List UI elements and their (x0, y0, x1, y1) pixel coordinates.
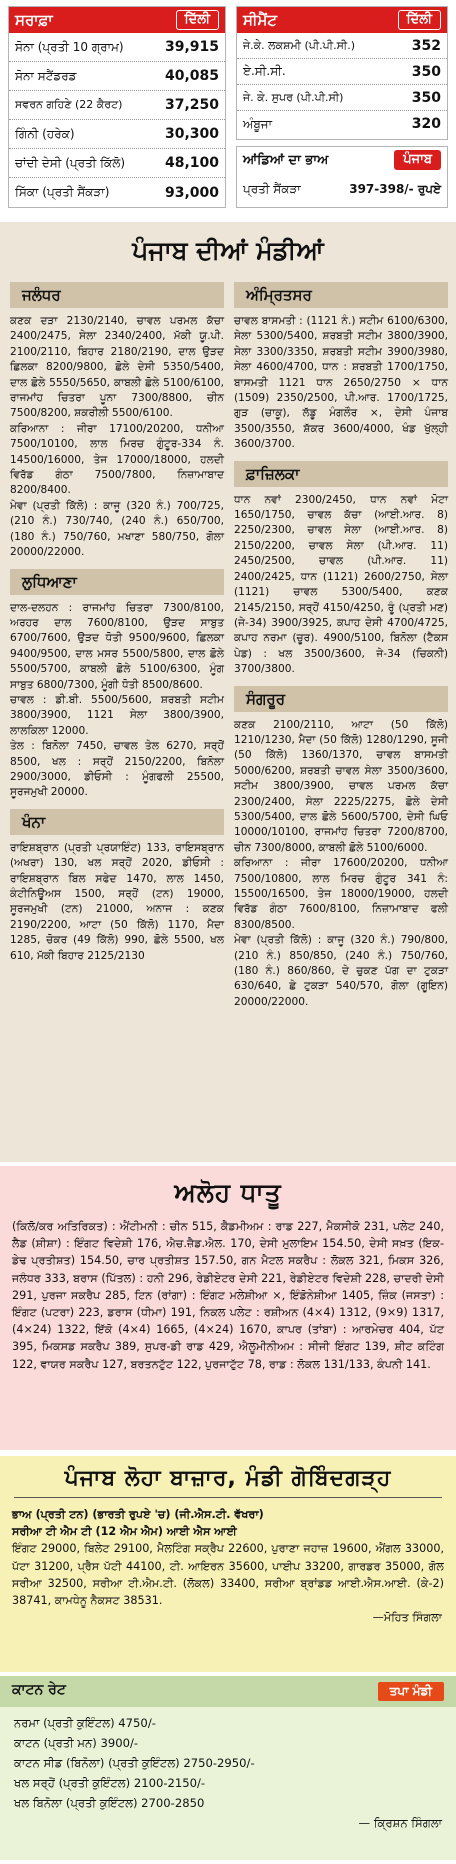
bullion-row (9, 91, 225, 120)
cotton-rate-line: ਖਲ ਬਿਨੋਲਾ (ਪ੍ਰਤੀ ਕੁਇੰਟਲ) 2700-2850 (14, 1796, 205, 1810)
rate-item: ਪ੍ਰਤੀ ਸੈਂਕੜਾ (243, 181, 301, 196)
rate-item: ਜੇ. ਕੇ. ਸੁਪਰ (ਪੀ.ਪੀ.ਸੀ) (243, 90, 344, 104)
cement-rows (237, 33, 447, 137)
bullion-box (8, 6, 226, 208)
cotton-rate-list (0, 1707, 456, 1833)
egg-box (236, 146, 448, 208)
egg-row (237, 173, 447, 205)
cotton-rate-line: ਕਾਟਨ (ਪ੍ਰਤੀ ਮਨ) 3900/- (14, 1736, 139, 1750)
rate-value: 350 (411, 89, 441, 106)
egg-rows (237, 173, 447, 205)
steel-byline: —ਮੋਹਿਤ ਸਿੰਗਲਾ (372, 1611, 442, 1625)
bullion-row (9, 120, 225, 149)
ludhiana-rates: ਦਾਲ-ਦਲਹਨ : ਰਾਜਮਾਂਹ ਚਿਤਰਾ 7300/8100, ਅਰਹਰ ਦਾਲ 7600/8100, ਉੜਦ ਸਾਬੁਤ 6700/7600, ਉੜਦ ਧੋਤੀ 9500/9600, ਛਿਲਕਾ 9400/9500, ਦਾਲ ਮਸਰ 5500/5800, ਦਾਲ ਛੋਲੇ 5500/5700, ਕਾਬਲੀ ਛੋਲੇ 5100/6300, ਮੂੰਗ ਸਾਬੁਤ 6800/7300, ਮੂੰਗੀ ਧੋਤੀ 8500/8600. (10, 601, 228, 691)
cotton-title: ਕਾਟਨ ਰੇਟ (12, 1682, 66, 1698)
rate-value: 37,250 (164, 97, 219, 113)
rate-value: 30,300 (164, 126, 219, 142)
egg-state-tag: ਪੰਜਾਬ (394, 150, 441, 170)
steel-title: ਪੰਜਾਬ ਲੋਹਾ ਬਾਜ਼ਾਰ, ਮੰਡੀ ਗੋਬਿੰਦਗੜ੍ਹ (64, 1466, 392, 1491)
egg-title: ਆਂਡਿਆਂ ਦਾ ਭਾਅ (243, 152, 329, 168)
bullion-row (9, 33, 225, 62)
rate-item: ਅੰਬੂਜਾ (243, 116, 273, 131)
rate-value: 397-398/- ਰੁਪਏ (349, 181, 441, 196)
mandi-right-column (234, 278, 452, 1010)
bullion-row (9, 149, 225, 178)
jalandhar-rates: ਕਣਕ ਦੜਾ 2130/2140, ਚਾਵਲ ਪਰਮਲ ਕੱਚਾ 2400/2475, ਸੇਲਾ 2340/2400, ਮੱਕੀ ਯੂ.ਪੀ. 2100/2110, ਬਿਹਾਰ 2180/2190, ਦਾਲ ਉੜਦ ਛਿਲਕਾ 8200/9800, ਛੋਲੇ ਦੇਸੀ 5350/5400, ਦਾਲ ਛੋਲੇ 5550/5650, ਕਾਬਲੀ ਛੋਲੇ 5100/6100, ਰਾਜਮਾਂਹ ਚਿਤਰਾ ਪੂਨਾ 7300/8800, ਚੀਨ 7500/8200, ਸ਼ਕਰੀਲੀ 5500/6100. (10, 315, 228, 420)
section-fazilka: ਫ਼ਾਜ਼ਿਲਕਾ (234, 461, 448, 487)
steel-rates: ਇੰਗਟ 29000, ਬਿਲੇਟ 29100, ਮੈਲਟਿੰਗ ਸਕ੍ਰੈਪ 22600, ਪੁਰਾਣਾ ਜਹਾਜ਼ 19600, ਐਂਗਲ 33000, ਪੱਟਾ 31200, ਪ੍ਰੈਸ ਪੱਟੀ 44100, ਟੀ. ਆਇਰਨ 35600, ਪਾਈਪ 33200, ਗਾਰਡਰ 35000, ਗੋਲ ਸਰੀਆ 32500, ਸਰੀਆ ਟੀ.ਐਮ.ਟੀ. (ਲੋਕਲ) 33400, ਸਰੀਆ ਬ੍ਰਾਂਡਡ ਆਈ.ਐਸ.ਆਈ. (ਕੇ-2) 38741, ਕਾਮਧੇਨੂ ਨੈਕਸਟ 38531. (12, 1542, 444, 1608)
ludhiana-chawal: ਚਾਵਲ : ਡੀ.ਬੀ. 5500/5600, ਸ਼ਰਬਤੀ ਸਟੀਮ 3800/3900, 1121 ਸੇਲਾ 3800/3900, ਲਾਲਕਿਲਾ 12000. (10, 693, 228, 737)
bullion-city-tag: ਦਿੱਲੀ (176, 10, 220, 30)
steel-tmt-heading: ਸਰੀਆ ਟੀ ਐਮ ਟੀ (12 ਐਮ ਐਮ) ਆਈ ਐਸ ਆਈ (12, 1525, 237, 1539)
cement-row (237, 33, 447, 59)
mandi-section (0, 222, 456, 1162)
cement-row (237, 111, 447, 137)
rate-item: ਸਵਰਨ ਗਹਿਣੇ (22 ਕੈਰਟ) (15, 98, 123, 111)
rate-item: ਏ.ਸੀ.ਸੀ. (243, 64, 286, 78)
fazilka-rates: ਧਾਨ ਨਵਾਂ 2300/2450, ਧਾਨ ਨਵਾਂ ਮੋਟਾ 1650/1750, ਚਾਵਲ ਕੱਚਾ (ਆਈ.ਆਰ. 8) 2250/2300, ਚਾਵਲ ਸੇਲਾ (ਆਈ.ਆਰ. 8) 2150/2200, ਚਾਵਲ ਸੇਲਾ (ਪੀ.ਆਰ. 11) 2450/2500, ਚਾਵਲ (ਪੀ.ਆਰ. 11) 2400/2425, ਧਾਨ (1121) 2600/2750, ਸੇਲਾ (1121) ਚਾਵਲ 5300/5400, ਕਣਕ 2145/2150, ਸਰ੍ਹੋਂ 4150/4250, ਰੂੰ (ਪ੍ਰਤੀ ਮਣ) (ਜੇ-34) 3900/3925, ਕਪਾਹ ਦੇਸੀ 4700/4725, ਕਪਾਹ ਨਰਮਾ (ਚੂਰ). 4900/5100, ਬਿਨੋਲਾ (ਟੈਕਸ ਪੇਡ) : ਖਲ 3500/3600, ਜੇ-34 (ਚਿਕਨੀ) 3700/3800. (234, 493, 452, 676)
cotton-rate-line: ਕਾਟਨ ਸੀਡ (ਬਿਨੋਲਾ) (ਪ੍ਰਤੀ ਕੁਇੰਟਲ) 2750-2950/- (14, 1756, 255, 1770)
bullion-row (9, 62, 225, 91)
mandi-title: ਪੰਜਾਬ ਦੀਆਂ ਮੰਡੀਆਂ (132, 236, 324, 265)
rate-item: ਜੇ.ਕੇ. ਲਕਸ਼ਮੀ (ਪੀ.ਪੀ.ਸੀ.) (243, 38, 356, 52)
metal-rates: (ਕਿਲੋ/ਕਰ ਅਤਿਰਿਕਤ) : ਐਂਟੀਮਨੀ : ਚੀਨ 515, ਕੈਡਮੀਅਮ : ਰਾਡ 227, ਮੈਕਸੀਕੋ 231, ਪਲੇਟ 240, ਲੈਡ (ਸ਼ੀਸ਼ਾ) : ਇੰਗਟ ਵਿਦੇਸ਼ੀ 176, ਐਚ.ਜ਼ੈਡ.ਐਲ. 170, ਦੇਸੀ ਮੁਲਾਇਮ 154.50, ਦੇਸੀ ਸਖ਼ਤ (ਇਕ-ਡੇਢ ਪ੍ਰਤੀਸ਼ਤ) 154.50, ਚਾਰ ਪ੍ਰਤੀਸ਼ਤ 157.50, ਗਨ ਮੈਟਲ ਸਕਰੈਪ : ਲੋਕਲ 321, ਮਿਕਸ 326, ਜਲੰਧਰ 333, ਬਰਾਸ (ਪਿੱਤਲ) : ਹਨੀ 296, ਰੇਡੀਏਟਰ ਦੇਸੀ 221, ਰੇਡੀਏਟਰ ਵਿਦੇਸ਼ੀ 228, ਚਾਦਰੀ ਦੇਸੀ 291, ਪੁਰਜਾ ਸਕਰੈਪ 285, ਟਿਨ (ਰਾਂਗਾ) : ਇੰਗਟ ਮਲੇਸ਼ੀਆ ×, ਇੰਡੋਨੇਸ਼ੀਆ 1405, ਜ਼ਿੰਕ (ਜਸਤਾ) : ਇੰਗਟ (ਪਟਰਾ) 223, ਡਰਾਸ (ਧੀਮਾ) 191, ਨਿਕਲ ਪਲੇਟ : ਰਸ਼ੀਅਨ (4×4) 1312, (9×9) 1317, (4×24) 1322, ਇੱਕੋ (4×4) 1665, (4×24) 1670, ਕਾਪਰ (ਤਾਂਬਾ) : ਆਰਮੇਚਰ 404, ਪੱਟ 395, ਮਿਕਸਡ ਸਕਰੈਪ 389, ਸੁਪਰ-ਡੀ ਰਾਡ 429, ਐਲੂਮੀਨੀਅਮ : ਸੀਜੀ ਇੰਗਟ 139, ਸ਼ੀਟ ਕਟਿੰਗ 122, ਵਾਯਰ ਸਕਰੈਪ 127, ਬਰਤਨਟੁੱਟ 122, ਪੁਰਜਾਟੁੱਟ 78, ਰਾਡ : ਲੋਕਲ 131/133, ਕੰਪਨੀ 141. (12, 1220, 444, 1371)
sangrur-meva: ਮੇਵਾ (ਪ੍ਰਤੀ ਕਿੱਲੋ) : ਕਾਜੂ (320 ਨੰ.) 790/800, (210 ਨੰ.) 850/850, (240 ਨੰ.) 750/760, (180 ਨੰ.) 860/860, ਦੇ ਚੁਕਣ ਪੱਗ ਦਾ ਟੁਕੜਾ 630/640, ਛੇ ਟੁਕੜਾ 540/570, ਗੋਲਾ (ਗੂਇਨ) 20000/22000. (234, 934, 452, 1008)
mandi-left-column (10, 278, 228, 964)
bullion-header (9, 7, 225, 33)
bullion-row (9, 178, 225, 207)
metal-section (0, 1166, 456, 1450)
rate-item: ਸਿੱਕਾ (ਪ੍ਰਤੀ ਸੈਂਕੜਾ) (15, 185, 110, 199)
cement-title: ਸੀਮੈਂਟ (243, 11, 277, 29)
cotton-header (0, 1676, 456, 1707)
cement-city-tag: ਦਿੱਲੀ (398, 10, 442, 30)
bullion-title: ਸਰਾਫ਼ਾ (15, 11, 53, 29)
bullion-rows (9, 33, 225, 207)
cement-box (236, 6, 448, 140)
rate-item: ਚਾਂਦੀ ਦੇਸੀ (ਪ੍ਰਤੀ ਕਿੱਲੋ) (15, 155, 126, 170)
sangrur-rates: ਕਣਕ 2100/2110, ਆਟਾ (50 ਕਿੱਲੋ) 1210/1230, ਮੈਦਾ (50 ਕਿੱਲੋ) 1280/1290, ਸੂਜੀ (50 ਕਿੱਲੋ) 1360/1370, ਚਾਵਲ ਬਾਸਮਤੀ 5000/6200, ਸ਼ਰਬਤੀ ਚਾਵਲ ਸੇਲਾ 3500/3600, ਸਟੀਮ 3800/3900, ਚਾਵਲ ਪਰਮਲ ਕੱਚਾ 2300/2400, ਸੇਲਾ 2225/2275, ਛੋਲੇ ਦੇਸੀ 5300/5400, ਦਾਲ ਛੋਲੇ 5600/5700, ਦੇਸੀ ਘਿਓ 10000/10100, ਰਾਜਮਾਂਹ ਚਿਤਰਾ 7200/8700, ਚੀਨ 7300/8000, ਕਾਬਲੀ ਛੋਲੇ 5100/6000. (234, 718, 452, 854)
section-ludhiana: ਲੁਧਿਆਣਾ (10, 569, 224, 595)
cotton-rate-line: ਖਲ ਸਰ੍ਹੋਂ (ਪ੍ਰਤੀ ਕੁਇੰਟਲ) 2100-2150/- (14, 1776, 206, 1790)
cement-header (237, 7, 447, 33)
rate-value: 352 (411, 37, 441, 54)
cotton-section (0, 1676, 456, 1860)
section-jalandhar: ਜਲੰਧਰ (10, 282, 224, 308)
cement-row (237, 59, 447, 85)
cotton-market-tag: ਤਪਾ ਮੰਡੀ (378, 1682, 444, 1701)
rate-value: 320 (411, 116, 441, 132)
section-sangrur: ਸੰਗਰੂਰ (234, 686, 448, 712)
cement-row (237, 85, 447, 111)
jalandhar-meva: ਮੇਵਾ (ਪ੍ਰਤੀ ਕਿੱਲੋ) : ਕਾਜੂ (320 ਨੰ.) 700/725, (210 ਨੰ.) 730/740, (240 ਨੰ.) 650/700, (180 ਨੰ.) 750/760, ਮਖਾਣਾ 580/750, ਗੋਲਾ 20000/22000. (10, 499, 228, 559)
cotton-rate-line: ਨਰਮਾ (ਪ੍ਰਤੀ ਕੁਇੰਟਲ) 4750/- (14, 1716, 156, 1730)
rate-value: 48,100 (164, 155, 219, 171)
metal-title: ਅਲੋਹ ਧਾਤੂ (174, 1178, 282, 1207)
steel-basis: ਭਾਅ (ਪ੍ਰਤੀ ਟਨ) (ਭਾਰਤੀ ਰੁਪਏ 'ਚ) (ਜੀ.ਐਸ.ਟੀ. ਵੱਖਰਾ) (12, 1508, 264, 1521)
sangrur-kariyana: ਕਰਿਆਨਾ : ਜੀਰਾ 17600/20200, ਧਨੀਆ 7500/10800, ਲਾਲ ਮਿਰਚ ਗੁੰਟੂਰ 341 ਨੰ: 15500/16500, ਤੇਜ 18000/19000, ਹਲਦੀ ਵਿਰੱਡ ਗੰਠਾ 7600/8100, ਨਿਜ਼ਾਮਾਬਾਦ ਫਲੀ 8300/8500. (234, 857, 452, 931)
steel-section (0, 1456, 456, 1672)
rate-item: ਗਿੰਨੀ (ਹਰੇਕ) (15, 126, 75, 141)
jalandhar-kariyana: ਕਰਿਆਨਾ : ਜੀਰਾ 17100/20200, ਧਨੀਆ 7500/10100, ਲਾਲ ਮਿਰਚ ਗੁੰਟੂਰ-334 ਨੰ. 14500/16000, ਤੇਜ 17000/18000, ਹਲਦੀ ਵਿਰੱਡ ਗੰਠਾ 7500/7800, ਨਿਜ਼ਾਮਾਬਾਦ 8200/8400. (10, 422, 228, 497)
khanna-rates: ਰਾਇਸ਼ਬ੍ਰਾਨ (ਪ੍ਰਤੀ ਪ੍ਰਯਾਇੰਟ) 133, ਰਾਇਸਬ੍ਰਾਨ (ਅਖਰਾ) 130, ਖਲ ਸਰ੍ਹੋਂ 2020, ਡੀਓਸੀ : ਰਾਇਸ਼ਬ੍ਰਾਨ ਬਿਲ ਸਫੇਦ 1470, ਲਾਲ 1450, ਕੰਟੀਨਿਊਅਸ 1500, ਸਰ੍ਹੋਂ (ਟਨ) 19000, ਸੂਰਜਮੁਖੀ (ਟਨ) 21000, ਅਨਾਜ : ਕਣਕ 2190/2200, ਆਟਾ (50 ਕਿੱਲੋ) 1170, ਮੈਦਾ 1285, ਚੋਕਰ (49 ਕਿੱਲੋ) 990, ਛੋਲੇ 5500, ਖਲ 610, ਮੱਕੀ ਬਿਹਾਰ 2125/2130 (10, 841, 228, 962)
section-amritsar: ਅੰਮ੍ਰਿਤਸਰ (234, 282, 448, 308)
section-khanna: ਖੰਨਾ (10, 809, 224, 835)
ludhiana-tel: ਤੇਲ : ਬਿਨੋਲਾ 7450, ਚਾਵਲ ਤੇਲ 6270, ਸਰ੍ਹੋਂ 8500, ਖਲ : ਸਰ੍ਹੋਂ 2150/2200, ਬਿਨੋਲਾ 2900/3000, ਡੀਓਸੀ : ਮੂੰਗਫਲੀ 25500, ਸੂਰਜਮੁਖੀ 20000. (10, 740, 228, 799)
rate-value: 39,915 (164, 39, 219, 55)
amritsar-rates: ਚਾਵਲ ਬਾਸਮਤੀ : (1121 ਨੰ.) ਸਟੀਮ 6100/6300, ਸੇਲਾ 5300/5400, ਸ਼ਰਬਤੀ ਸਟੀਮ 3800/3900, ਸੇਲਾ 3300/3350, ਸ਼ਰਬਤੀ ਸਟੀਮ 3900/3980, ਸੇਲਾ 4600/4700, ਧਾਨ : ਸ਼ਰਬਤੀ 1700/1750, ਬਾਸਮਤੀ 1121 ਧਾਨ 2650/2750 × ਧਾਨ (1509) 2350/2500, ਪੀ.ਆਰ. 1700/1725, ਗੁੜ (ਚਾਕੂ), ਲੱਡੂ ਮੰਗਲੌਰ ×, ਦੇਸੀ ਪੰਜਾਬ 3500/3550, ਸ਼ੱਕਰ 3600/4000, ਖੰਡ ਖੁੱਲ੍ਹੀ 3600/3700. (234, 315, 452, 451)
egg-header (237, 147, 447, 173)
rate-value: 93,000 (164, 184, 219, 201)
rate-item: ਸੋਨਾ ਸਟੈਂਡਰਡ (15, 68, 77, 83)
rate-value: 350 (411, 63, 441, 80)
rate-item: ਸੋਨਾ (ਪ੍ਰਤੀ 10 ਗ੍ਰਾਮ) (15, 39, 124, 54)
cotton-byline: — ਕ੍ਰਿਸ਼ਨ ਸਿੰਗਲਾ (358, 1816, 442, 1830)
rate-value: 40,085 (164, 68, 219, 84)
divider (14, 1497, 442, 1498)
